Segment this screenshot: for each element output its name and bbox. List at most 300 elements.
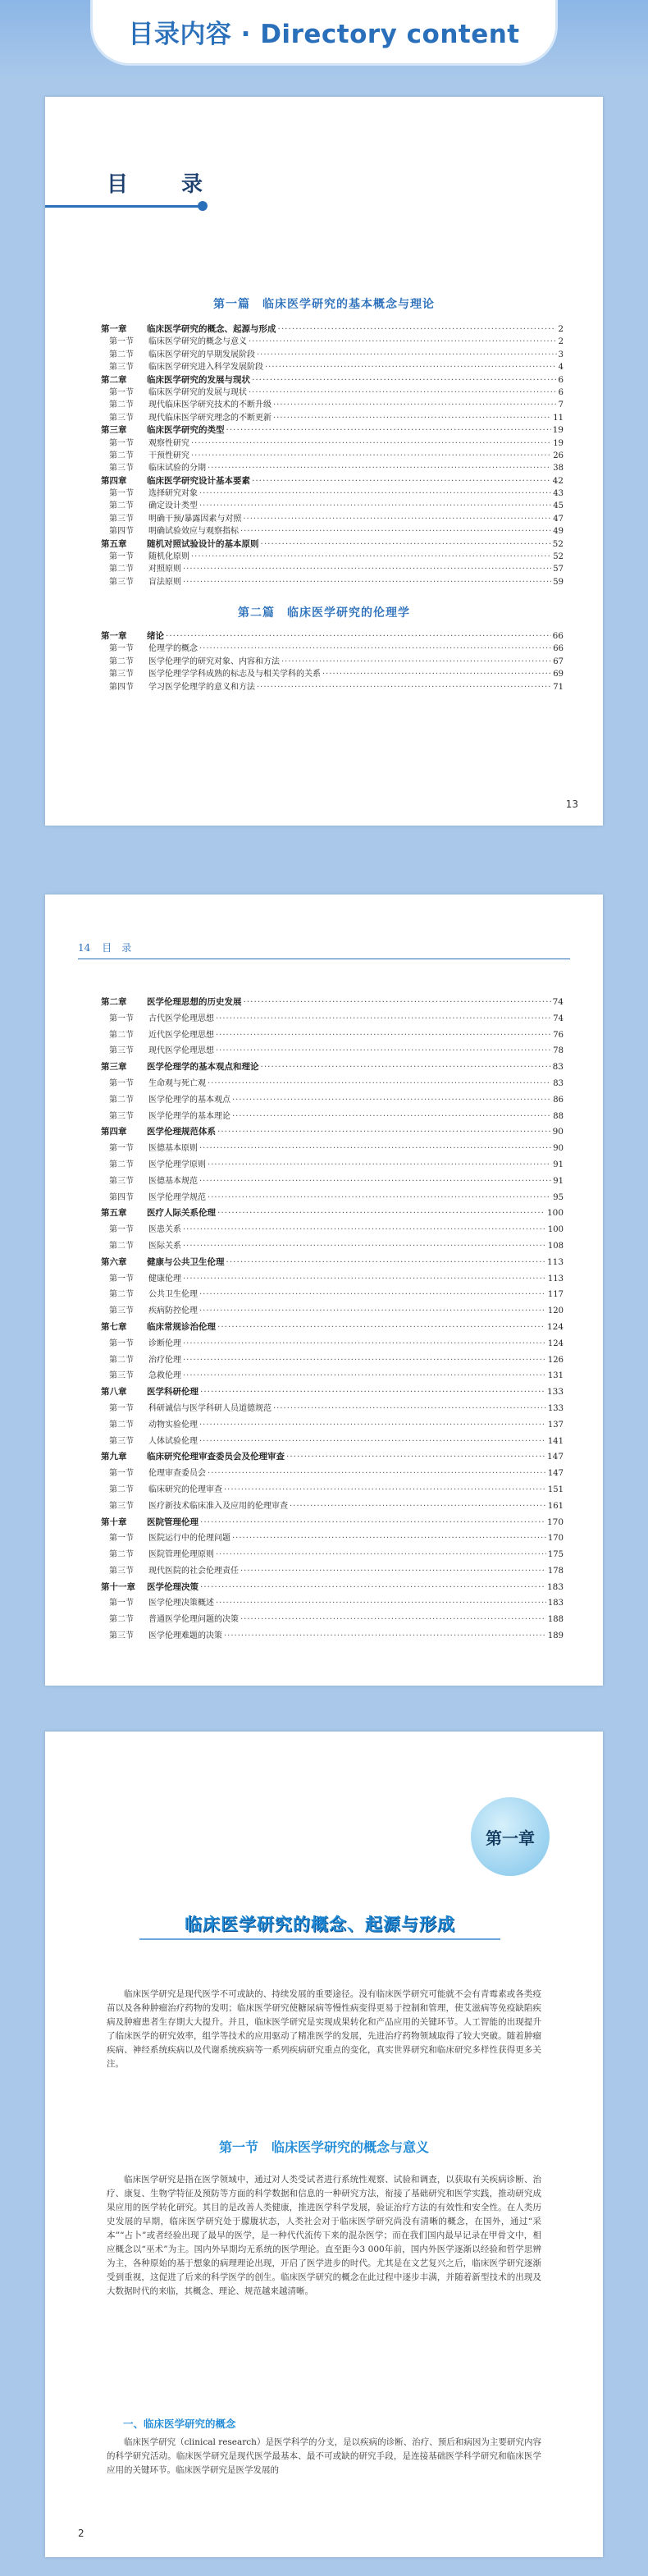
toc-entry-title: 医德基本原则 [148, 1144, 198, 1154]
leader-dots [191, 437, 551, 450]
toc-entry-page: 147 [547, 1469, 564, 1479]
toc-entry-page: 7 [558, 400, 564, 410]
toc-entry-title: 医院运行中的伦理问题 [148, 1534, 230, 1544]
toc-entry-number: 第四节 [109, 527, 134, 537]
toc-entry-title: 临床试验的分期 [148, 464, 206, 474]
toc-section-entry [101, 487, 564, 500]
leader-dots [199, 1287, 546, 1303]
toc-entry-page: 183 [546, 1581, 564, 1592]
toc-list-part-2 [101, 630, 564, 693]
toc-entry-number: 第二节 [109, 1420, 134, 1430]
toc-entry-page: 2 [558, 324, 564, 334]
toc-section-entry [101, 1595, 564, 1612]
toc-entry-title: 对照原则 [148, 565, 181, 574]
toc-section-entry [101, 1109, 564, 1125]
toc-entry-number: 第十一章 [101, 1581, 135, 1592]
leader-dots [216, 1011, 551, 1027]
toc-section-entry [101, 1498, 564, 1515]
leader-dots [217, 1206, 545, 1222]
toc-section-entry [101, 462, 564, 474]
toc-entry-title: 临床医学研究的概念、起源与形成 [147, 324, 276, 334]
toc-entry-page: 6 [558, 387, 564, 397]
toc-section-entry [101, 412, 564, 424]
toc-entry-number: 第五章 [101, 1208, 127, 1219]
toc-entry-number: 第九章 [101, 1452, 127, 1462]
leader-dots [183, 563, 551, 575]
toc-entry-number: 第二节 [109, 1485, 134, 1494]
leader-dots [199, 1434, 546, 1450]
leader-dots [208, 1076, 551, 1092]
toc-section-entry [101, 681, 564, 693]
toc-entry-title: 医学伦理学学科成熟的标志及与相关学科的关系 [148, 670, 321, 679]
toc-entry-number: 第一节 [109, 552, 134, 562]
toc-entry-number: 第六章 [101, 1256, 127, 1267]
toc-entry-page: 113 [547, 1274, 564, 1283]
toc-entry-page: 90 [553, 1144, 564, 1154]
leader-dots [183, 1368, 546, 1384]
toc-entry-title: 临床研究的伦理审查 [148, 1485, 222, 1494]
toc-entry-number: 第二节 [109, 1160, 134, 1169]
toc-entry-page: 189 [547, 1631, 564, 1641]
toc-chapter-entry [101, 1059, 564, 1076]
leader-dots [208, 1190, 551, 1206]
toc-entry-number: 第三节 [109, 1631, 134, 1641]
toc-entry-number: 第一节 [109, 1469, 134, 1479]
toc-entry-title: 科研诚信与医学科研人员道德规范 [148, 1403, 272, 1413]
leader-dots [226, 1255, 545, 1271]
toc-entry-number: 第二节 [109, 501, 134, 511]
toc-entry-number: 第四节 [109, 1192, 134, 1202]
leader-dots [244, 995, 551, 1011]
toc-entry-title: 现代医院的社会伦理责任 [148, 1566, 239, 1576]
toc-entry-title: 随机对照试验设计的基本原则 [147, 538, 259, 549]
leader-dots [166, 630, 551, 643]
toc-section-entry [101, 450, 564, 462]
toc-entry-page: 83 [553, 1078, 564, 1088]
leader-dots [322, 668, 551, 680]
toc-section-entry [101, 399, 564, 411]
toc-entry-title: 医学伦理决策概述 [148, 1599, 214, 1608]
page-number: 2 [78, 2528, 84, 2539]
toc-entry-title: 盲法原则 [148, 577, 181, 587]
leader-dots [278, 323, 557, 336]
toc-section-entry [101, 1336, 564, 1352]
toc-section-entry [101, 1417, 564, 1434]
toc-entry-title: 普通医学伦理问题的决策 [148, 1615, 239, 1625]
toc-entry-number: 第十章 [101, 1517, 127, 1527]
chapter-badge [471, 1797, 550, 1876]
toc-chapter-entry [101, 323, 564, 336]
leader-dots [200, 1384, 545, 1401]
leader-dots [216, 1027, 551, 1044]
toc-entry-number: 第四章 [101, 475, 127, 486]
toc-entry-number: 第一章 [101, 631, 127, 641]
leader-dots [183, 1238, 546, 1255]
toc-entry-page: 74 [553, 1013, 564, 1023]
toc-entry-number: 第一节 [109, 1534, 134, 1544]
leader-dots [199, 1417, 546, 1434]
leader-dots [240, 525, 551, 538]
toc-entry-number: 第一节 [109, 1403, 134, 1413]
toc-chapter-entry [101, 1320, 564, 1336]
toc-entry-number: 第二节 [109, 1241, 134, 1251]
toc-entry-title: 医学伦理难题的决策 [148, 1631, 222, 1641]
toc-entry-page: 170 [547, 1534, 564, 1544]
toc-entry-number: 第二节 [109, 565, 134, 574]
toc-section-entry [101, 1043, 564, 1059]
toc-entry-number: 第二节 [109, 1615, 134, 1625]
leader-dots [191, 551, 551, 563]
toc-section-entry [101, 1238, 564, 1255]
toc-entry-number: 第三节 [109, 577, 134, 587]
toc-section-entry [101, 656, 564, 668]
running-head-title: 目 录 [102, 942, 132, 954]
leader-dots [252, 374, 556, 387]
toc-entry-page: 67 [553, 657, 564, 666]
toc-entry-title: 临床医学研究设计基本要素 [147, 475, 250, 486]
leader-dots [224, 1482, 546, 1498]
leader-dots [183, 1352, 546, 1369]
toc-entry-page: 52 [553, 552, 564, 562]
toc-entry-title: 临床医学研究的发展与现状 [148, 387, 247, 397]
toc-entry-title: 动物实验伦理 [148, 1420, 198, 1430]
toc-entry-title: 疾病防控伦理 [148, 1306, 198, 1316]
toc-entry-page: 133 [547, 1403, 564, 1413]
leader-dots [249, 387, 557, 399]
toc-entry-title: 医际关系 [148, 1241, 181, 1251]
toc-entry-page: 6 [558, 374, 564, 385]
toc-entry-number: 第二节 [109, 657, 134, 666]
toc-entry-number: 第二章 [101, 997, 127, 1007]
toc-section-entry [101, 336, 564, 348]
heading-rule-dot [198, 201, 208, 211]
toc-entry-title: 古代医学伦理思想 [148, 1013, 214, 1023]
toc-section-entry [101, 1222, 564, 1238]
toc-entry-title: 临床常规诊治伦理 [147, 1321, 216, 1332]
toc-chapter-entry [101, 1255, 564, 1271]
leader-dots [257, 681, 551, 693]
toc-entry-title: 绪论 [147, 631, 164, 641]
toc-entry-number: 第二章 [101, 374, 127, 385]
toc-entry-page: 90 [552, 1127, 564, 1137]
toc-entry-page: 26 [553, 451, 564, 460]
toc-section-entry [101, 1157, 564, 1174]
toc-entry-title: 医学伦理决策 [147, 1581, 199, 1592]
toc-section-entry [101, 1303, 564, 1320]
toc-entry-number: 第二节 [109, 1550, 134, 1560]
toc-page-1 [45, 97, 603, 826]
toc-section-entry [101, 668, 564, 680]
leader-dots [199, 487, 551, 500]
toc-entry-page: 42 [552, 475, 564, 486]
leader-dots [216, 1595, 546, 1612]
toc-section-entry [101, 1011, 564, 1027]
toc-entry-title: 干预性研究 [148, 451, 189, 460]
toc-chapter-entry [101, 1384, 564, 1401]
toc-entry-number: 第一节 [109, 1599, 134, 1608]
toc-entry-page: 11 [553, 413, 564, 423]
page-number: 14 [78, 942, 91, 954]
leader-dots [243, 513, 551, 525]
leader-dots [261, 1059, 551, 1076]
toc-entry-number: 第三节 [109, 1371, 134, 1381]
leader-dots [290, 1498, 546, 1515]
toc-section-entry [101, 1092, 564, 1109]
toc-section-entry [101, 576, 564, 588]
toc-entry-number: 第一节 [109, 387, 134, 397]
header-title: 目录内容 · Directory content [128, 20, 520, 49]
toc-entry-page: 91 [553, 1176, 564, 1186]
toc-section-entry [101, 525, 564, 538]
toc-section-entry [101, 1141, 564, 1157]
toc-entry-number: 第三节 [109, 1436, 134, 1446]
toc-entry-title: 临床医学研究的类型 [147, 425, 225, 436]
toc-entry-title: 医学伦理学的研究对象、内容和方法 [148, 657, 280, 666]
leader-dots [240, 1563, 546, 1580]
toc-entry-page: 120 [547, 1306, 564, 1316]
section-title: 第一节 临床医学研究的概念与意义 [218, 2139, 429, 2155]
toc-entry-page: 126 [547, 1355, 564, 1365]
leader-dots [183, 1271, 546, 1288]
toc-entry-title: 伦理学的概念 [148, 644, 198, 654]
leader-dots [216, 1043, 551, 1059]
toc-section-entry [101, 1547, 564, 1563]
leader-dots [208, 1157, 551, 1174]
leader-dots [240, 1612, 546, 1628]
toc-section-entry [101, 1434, 564, 1450]
chapter-title: 临床医学研究的概念、起源与形成 [185, 1915, 455, 1934]
toc-page-2 [45, 895, 603, 1686]
toc-entry-title: 健康伦理 [148, 1274, 181, 1283]
toc-entry-title: 确定设计类型 [148, 501, 198, 511]
leader-dots [200, 1580, 545, 1596]
toc-section-entry [101, 1271, 564, 1288]
toc-section-entry [101, 1401, 564, 1417]
leader-dots [252, 475, 551, 487]
leader-dots [183, 576, 551, 588]
toc-entry-page: 19 [552, 425, 564, 436]
toc-entry-page: 175 [547, 1550, 564, 1560]
page-number: 13 [565, 798, 578, 810]
toc-entry-page: 71 [553, 682, 564, 692]
toc-entry-title: 观察性研究 [148, 438, 189, 448]
toc-entry-number: 第三节 [109, 1046, 134, 1056]
toc-section-entry [101, 1027, 564, 1044]
leader-dots [232, 1092, 551, 1109]
toc-entry-page: 178 [547, 1566, 564, 1576]
leader-dots [183, 1222, 546, 1238]
toc-chapter-entry [101, 1515, 564, 1531]
toc-entry-page: 188 [547, 1615, 564, 1625]
toc-section-entry [101, 563, 564, 575]
leader-dots [249, 336, 557, 348]
leader-dots [183, 1336, 546, 1352]
toc-entry-number: 第三节 [109, 514, 134, 524]
leader-dots [199, 1303, 546, 1320]
leader-dots [216, 1547, 546, 1563]
toc-entry-page: 76 [553, 1030, 564, 1040]
toc-entry-page: 100 [547, 1225, 564, 1235]
toc-section-entry [101, 513, 564, 525]
toc-entry-title: 医学伦理学规范 [148, 1192, 206, 1202]
leader-dots [200, 1515, 545, 1531]
toc-entry-number: 第二节 [109, 1290, 134, 1300]
toc-entry-title: 现代临床医学研究技术的不断升级 [148, 400, 272, 410]
leader-dots [281, 656, 551, 668]
leader-dots [273, 399, 557, 411]
toc-entry-title: 医学伦理规范体系 [147, 1127, 216, 1137]
toc-chapter-entry [101, 538, 564, 551]
toc-entry-page: 59 [553, 577, 564, 587]
toc-entry-page: 141 [547, 1436, 564, 1446]
toc-entry-number: 第三节 [109, 464, 134, 474]
leader-dots [191, 450, 551, 462]
leader-dots [199, 643, 551, 655]
toc-entry-page: 133 [546, 1387, 564, 1398]
toc-entry-page: 100 [546, 1208, 564, 1219]
toc-entry-number: 第三节 [109, 1501, 134, 1511]
subsection-title: 一、临床医学研究的概念 [123, 2418, 236, 2430]
toc-entry-number: 第七章 [101, 1321, 127, 1332]
toc-section-entry [101, 1368, 564, 1384]
toc-entry-page: 131 [547, 1371, 564, 1381]
toc-entry-title: 健康与公共卫生伦理 [147, 1256, 225, 1267]
toc-entry-page: 83 [552, 1062, 564, 1073]
toc-entry-title: 急救伦理 [148, 1371, 181, 1381]
toc-entry-page: 45 [553, 501, 564, 511]
toc-entry-number: 第三节 [109, 413, 134, 423]
toc-entry-title: 医疗人际关系伦理 [147, 1208, 216, 1219]
toc-entry-page: 47 [553, 514, 564, 524]
leader-dots [257, 349, 557, 361]
toc-section-entry [101, 361, 564, 373]
leader-dots [232, 1109, 551, 1125]
toc-entry-number: 第一节 [109, 1013, 134, 1023]
toc-section-entry [101, 551, 564, 563]
toc-entry-title: 医德基本规范 [148, 1176, 198, 1186]
intro-paragraph: 临床医学研究是现代医学不可或缺的、持续发展的重要途径。没有临床医学研究可能就不会有青霉素或各类疫苗以及各种肿瘤治疗药物的发明；临床医学研究使糖尿病等慢性病变得更易于控制和管理，使艾滋病等免疫缺陷疾病及肿瘤患者生存期大大提升。并且，临床医学研究是实现成果转化和产品应用的关键环节。人工智能的出现提升了临床医学的研究效率，组学等技术的应用驱动了精准医学的发展，先进治疗药物领域取得了较大突破。随着肿瘤疾病、神经系统疾病以及代谢系统疾病等一系列疾病研究重点的变化，真实世界研究和临床研究多样性获得更多关注。 [107, 1989, 541, 2069]
toc-entry-title: 公共卫生伦理 [148, 1290, 198, 1300]
toc-entry-number: 第三节 [109, 363, 134, 373]
toc-entry-number: 第二节 [109, 1355, 134, 1365]
toc-entry-page: 137 [547, 1420, 564, 1430]
toc-entry-number: 第一节 [109, 337, 134, 347]
toc-entry-title: 伦理审查委员会 [148, 1469, 206, 1479]
toc-entry-number: 第二节 [109, 451, 134, 460]
leader-dots [208, 1466, 546, 1482]
toc-entry-page: 108 [547, 1241, 564, 1251]
toc-entry-number: 第一节 [109, 438, 134, 448]
toc-entry-number: 第三章 [101, 425, 127, 436]
leader-dots [232, 1531, 546, 1547]
toc-entry-title: 选择研究对象 [148, 489, 198, 499]
toc-entry-number: 第一节 [109, 1144, 134, 1154]
toc-entry-page: 147 [546, 1452, 564, 1462]
running-head [78, 940, 570, 959]
toc-entry-number: 第一节 [109, 644, 134, 654]
toc-section-entry [101, 349, 564, 361]
toc-chapter-entry [101, 475, 564, 487]
toc-section-entry [101, 1287, 564, 1303]
leader-dots [273, 412, 551, 424]
toc-entry-number: 第四章 [101, 1127, 127, 1137]
toc-section-entry [101, 1174, 564, 1190]
toc-entry-page: 117 [547, 1290, 564, 1300]
leader-dots [217, 1320, 545, 1336]
toc-section-entry [101, 500, 564, 512]
toc-entry-title: 现代临床医学研究理念的不断更新 [148, 413, 272, 423]
header-band [0, 0, 648, 79]
leader-dots [199, 1141, 551, 1157]
toc-entry-page: 124 [546, 1321, 564, 1332]
toc-entry-title: 临床研究伦理审查委员会及伦理审查 [147, 1452, 285, 1462]
toc-chapter-entry [101, 424, 564, 437]
leader-dots [199, 500, 551, 512]
leader-dots [265, 361, 557, 373]
part-2-title: 第二篇 临床医学研究的伦理学 [238, 606, 410, 620]
toc-entry-page: 49 [553, 527, 564, 537]
toc-entry-number: 第八章 [101, 1387, 127, 1398]
leader-dots [217, 1124, 551, 1141]
chapter-page [45, 1732, 603, 2557]
toc-section-entry [101, 1482, 564, 1498]
toc-entry-page: 69 [553, 670, 564, 679]
toc-entry-page: 74 [552, 997, 564, 1007]
toc-entry-page: 170 [546, 1517, 564, 1527]
toc-chapter-entry [101, 1124, 564, 1141]
leader-dots [224, 1628, 546, 1645]
toc-entry-number: 第一节 [109, 1225, 134, 1235]
toc-entry-title: 医学伦理学的基本观点 [148, 1095, 230, 1105]
toc-entry-page: 151 [547, 1485, 564, 1494]
toc-entry-page: 38 [553, 464, 564, 474]
toc-chapter-entry [101, 374, 564, 387]
leader-dots [226, 424, 551, 437]
toc-chapter-entry [101, 1449, 564, 1466]
toc-entry-number: 第三节 [109, 1566, 134, 1576]
toc-entry-page: 91 [553, 1160, 564, 1169]
toc-entry-page: 19 [553, 438, 564, 448]
toc-entry-title: 医学伦理思想的历史发展 [147, 997, 242, 1007]
toc-chapter-entry [101, 1206, 564, 1222]
toc-entry-page: 66 [552, 631, 564, 641]
toc-list-part-1 [101, 323, 564, 588]
toc-entry-number: 第二节 [109, 1095, 134, 1105]
toc-entry-page: 183 [547, 1599, 564, 1608]
toc-entry-title: 临床医学研究进入科学发展阶段 [148, 363, 263, 373]
toc-entry-number: 第三章 [101, 1062, 127, 1073]
toc-entry-number: 第三节 [109, 1176, 134, 1186]
toc-entry-title: 近代医学伦理思想 [148, 1030, 214, 1040]
toc-entry-title: 生命观与死亡观 [148, 1078, 206, 1088]
toc-entry-number: 第一节 [109, 489, 134, 499]
toc-entry-title: 明确试验效应与观察指标 [148, 527, 239, 537]
toc-section-entry [101, 1628, 564, 1645]
toc-entry-title: 临床医学研究的早期发展阶段 [148, 350, 255, 359]
toc-entry-title: 医院管理伦理 [147, 1517, 199, 1527]
toc-chapter-entry [101, 1580, 564, 1596]
chapter-badge-label: 第一章 [486, 1828, 535, 1848]
toc-entry-title: 医学科研伦理 [147, 1387, 199, 1398]
toc-entry-page: 66 [553, 644, 564, 654]
toc-entry-title: 医学伦理学的基本观点和理论 [147, 1062, 259, 1073]
toc-entry-title: 明确干预/暴露因素与对照 [148, 514, 242, 524]
toc-entry-title: 学习医学伦理学的意义和方法 [148, 682, 255, 692]
toc-list-continued [101, 995, 564, 1645]
leader-dots [261, 538, 551, 551]
toc-entry-title: 人体试验伦理 [148, 1436, 198, 1446]
chapter-title-banner [123, 1907, 517, 1940]
